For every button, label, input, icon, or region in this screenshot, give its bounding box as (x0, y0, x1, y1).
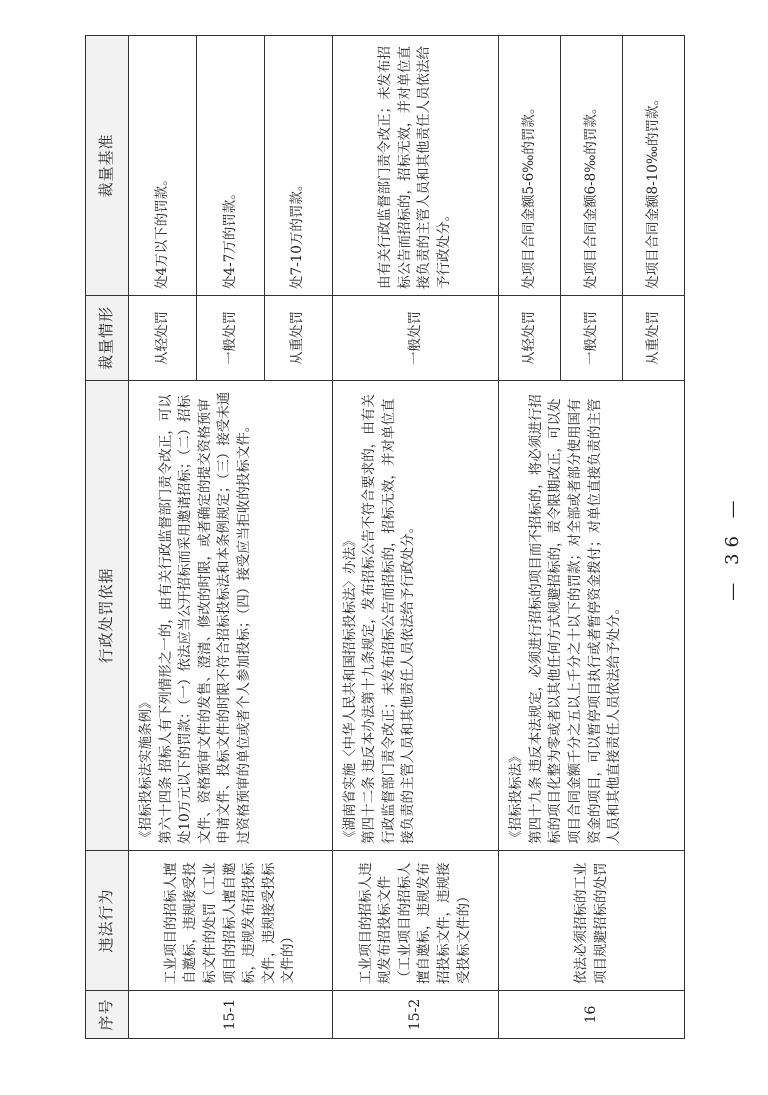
row-basis (129, 381, 333, 851)
basis-text: 第六十四条 招标人有下列情形之一的，由有关行政监督部门责令改正，可以处10万元以下的罚款：（一）依法应当公开招标而采用邀请招标；（二）招标文件、资格预审文件的发售、澄清、修改的时限，或者确定的提交资格预审申请文件、投标文件的时限不符合招标投标法和本条例规定；（三）接受未通过资格预审的单位或者个人参加投标；（四）接受应当拒收的投标文件。 (157, 391, 252, 844)
row-seq: 15-2 (332, 991, 499, 1039)
penalty-standard-table (85, 35, 685, 1039)
header-violation: 违法行为 (86, 851, 129, 991)
row-basis (499, 381, 685, 851)
situation-cell: 一般处罚 (561, 296, 623, 381)
standard-cell: 处4-7万的罚款。 (196, 36, 264, 296)
table-row (129, 36, 197, 1039)
header-basis: 行政处罚依据 (86, 381, 129, 851)
situation-cell: 从重处罚 (623, 296, 685, 381)
standard-cell: 处7-10万的罚款。 (264, 36, 332, 296)
basis-text: 第四十二条 违反本办法第十九条规定，发布招标公告不符合要求的，由有关行政监督部门责令改正；未发布招标公告而招标的，招标无效，并对单位直接负责的主管人员和其他责任人员依法给予行政处分。 (361, 394, 417, 844)
table-header-row (86, 36, 129, 1039)
row-basis (332, 381, 499, 851)
basis-source: 《招标投标法》 (508, 749, 525, 844)
standard-cell: 处4万以下的罚款。 (129, 36, 197, 296)
header-standard: 裁量基准 (86, 36, 129, 296)
situation-cell: 一般处罚 (196, 296, 264, 381)
header-situation: 裁量情形 (86, 296, 129, 381)
standard-cell: 处项目合同金额8-10‰的罚款。 (623, 36, 685, 296)
row-seq: 15-1 (129, 991, 333, 1039)
row-violation: 工业项目的招标人擅自邀标，违规接受投标文件的处罚（工业项目的招标人擅自邀标，违规发布招投标文件，违规接受投标文件的） (129, 851, 333, 991)
table-row (499, 36, 561, 1039)
situation-cell: 从轻处罚 (129, 296, 197, 381)
table-row (332, 36, 499, 1039)
standard-cell: 处项目合同金额5-6‰的罚款。 (499, 36, 561, 296)
situation-cell: 从重处罚 (264, 296, 332, 381)
row-violation: 工业项目的招标人违规发布招投标文件（工业项目的招标人擅自邀标，违规发布招投标文件，违规接受投标文件的） (332, 851, 499, 991)
situation-cell: 一般处罚 (332, 296, 499, 381)
header-seq: 序号 (86, 991, 129, 1039)
basis-source: 《招标投标法实施条例》 (138, 695, 154, 844)
standard-cell: 处项目合同金额6-8‰的罚款。 (561, 36, 623, 296)
standard-cell: 由有关行政监督部门责令改正；未发布招标公告而招标的，招标无效，并对单位直接负责的主管人员和其他责任人员依法给予行政处分。 (332, 36, 499, 296)
row-seq: 16 (499, 991, 685, 1039)
basis-text: 第四十九条 违反本法规定，必须进行招标的项目而不招标的，将必须进行招标的项目化整为零或者以其他任何方式规避招标的，责令限期改正，可以处项目合同金额千分之五以上千分之十以下的罚款；对全部或者部分使用国有资金的项目，可以暂停项目执行或者暂停资金拨付；对单位直接负责的主管人员和其他直接责任人员依法给予处分。 (527, 394, 623, 844)
row-violation: 依法必须招标的工业项目规避招标的处罚 (499, 851, 685, 991)
page-number: — 36 — (722, 494, 743, 601)
situation-cell: 从轻处罚 (499, 296, 561, 381)
basis-source: 《湖南省实施〈中华人民共和国招标投标法〉办法》 (341, 533, 358, 844)
